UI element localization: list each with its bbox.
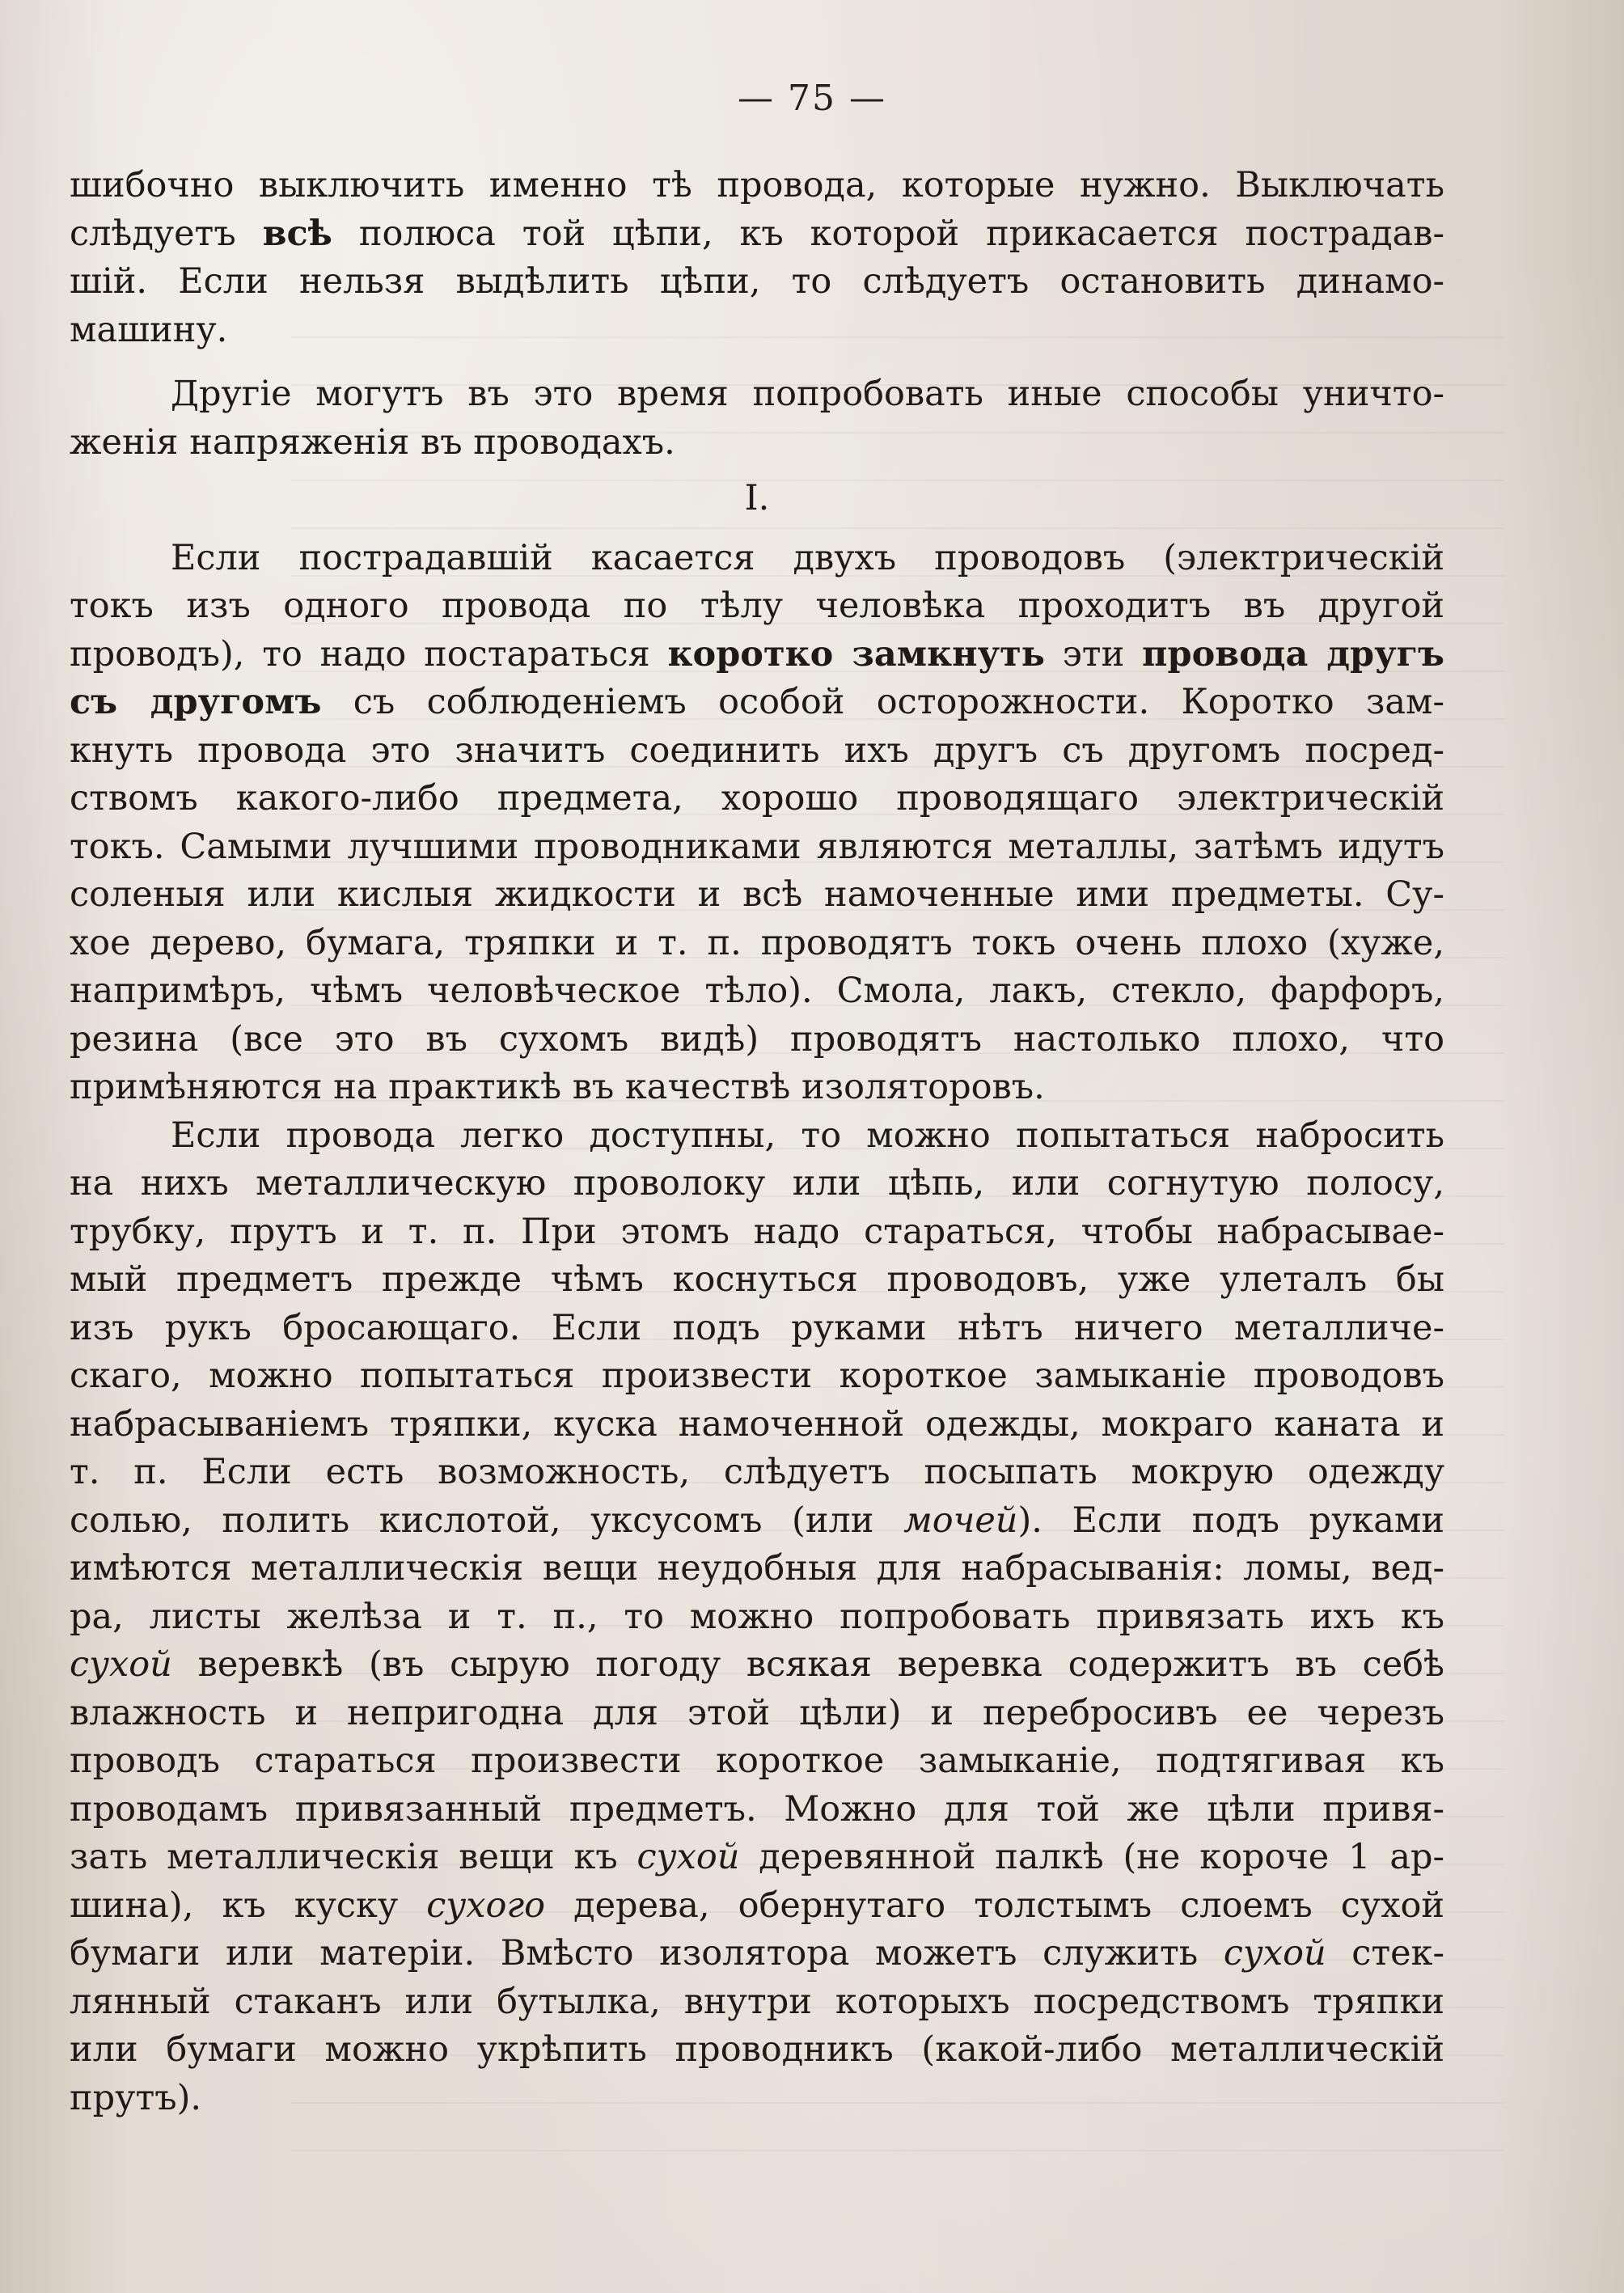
text-segment: скаго, можно попытаться произвести короткое замыканіе проводовъ: [70, 1356, 1444, 1396]
text-line: [70, 2026, 1444, 2075]
text-segment: трубку, прутъ и т. п. При этомъ надо стараться, чтобы набрасывае-: [70, 1211, 1444, 1252]
text-segment: токъ. Самыми лучшими проводниками являются металлы, затѣмъ идутъ: [70, 826, 1444, 867]
text-segment: полюса той цѣпи, къ которой прикасается пострадав-: [332, 213, 1444, 254]
text-segment: кнуть провода это значитъ соединить ихъ другъ съ другомъ посред-: [70, 730, 1444, 771]
text-line: [70, 535, 1444, 583]
text-line: [70, 1352, 1444, 1401]
text-segment: дерева, обернутаго толстымъ слоемъ сухой: [545, 1885, 1444, 1926]
text-segment: солью, полить кислотой, уксусомъ (или: [70, 1500, 904, 1541]
text-segment: проводъ), то надо постараться: [70, 633, 668, 675]
bold-phrase: съ другомъ: [70, 682, 322, 722]
text-line: [70, 1449, 1444, 1497]
text-segment: т. п. Если есть возможность, слѣдуетъ посыпать мокрую одежду: [70, 1452, 1444, 1492]
text-line: [70, 679, 1444, 727]
text-segment: резина (все это въ сухомъ видѣ) проводятъ настолько плохо, что: [70, 1018, 1444, 1060]
text-segment: изъ рукъ бросающаго. Если подъ руками нѣтъ ничего металличе-: [70, 1307, 1444, 1348]
text-segment: Если провода легко доступны, то можно попытаться набросить: [171, 1115, 1444, 1156]
text-line: [70, 1978, 1444, 2027]
text-line: [70, 1305, 1444, 1353]
text-segment: лянный стаканъ или бутылка, внутри которыхъ посредствомъ тряпки: [70, 1981, 1444, 2022]
text-segment: напримѣръ, чѣмъ человѣческое тѣло). Смола, лакъ, стекло, фарфоръ,: [70, 971, 1444, 1011]
text-segment: влажность и непригодна для этой цѣли) и перебросивъ ее черезъ: [70, 1692, 1444, 1733]
text-line: [70, 1786, 1444, 1834]
text-segment: шій. Если нельзя выдѣлить цѣпи, то слѣдуетъ остановить динамо-: [70, 261, 1444, 302]
text-segment: слѣдуетъ: [70, 213, 263, 254]
text-segment: съ соблюденіемъ особой осторожности. Коротко зам-: [321, 682, 1444, 722]
text-segment: зать металлическія вещи къ: [70, 1837, 637, 1877]
text-segment: примѣняются на практикѣ въ качествѣ изоляторовъ.: [70, 1067, 1045, 1107]
text-line: [70, 1016, 1444, 1064]
paragraph-gap: [70, 354, 1444, 370]
text-segment: ). Если подъ руками: [1017, 1500, 1444, 1541]
text-segment: стек-: [1326, 1933, 1444, 1974]
text-line: [70, 1690, 1444, 1738]
text-line: [70, 1256, 1444, 1305]
text-line: [70, 162, 1444, 210]
text-line: [70, 631, 1444, 679]
text-segment: проводъ стараться произвести короткое замыканіе, подтягивая къ: [70, 1741, 1444, 1781]
text-line: [70, 1641, 1444, 1690]
text-segment: женія напряженія въ проводахъ.: [70, 421, 675, 463]
text-line: [70, 419, 1444, 467]
text-line: [70, 258, 1444, 307]
text-segment: шина), къ куску: [70, 1885, 427, 1926]
text-segment: проводамъ привязанный предметъ. Можно для той же цѣли привя-: [70, 1788, 1444, 1830]
text-line: [70, 370, 1444, 419]
bold-phrase: провода другъ: [1142, 633, 1444, 675]
text-segment: или бумаги можно укрѣпить проводникъ (какой-либо металлическій: [70, 2029, 1444, 2070]
italic-phrase: сухой: [636, 1837, 740, 1877]
text-line: [70, 920, 1444, 968]
text-segment: мый предметъ прежде чѣмъ коснуться проводовъ, уже улеталъ бы: [70, 1259, 1444, 1300]
text-segment: деревянной палкѣ (не короче 1 ар-: [739, 1837, 1445, 1877]
text-line: [70, 1112, 1444, 1161]
bold-phrase: коротко замкнуть: [667, 633, 1045, 675]
section-heading: I.: [744, 478, 770, 518]
text-line: [70, 582, 1444, 631]
italic-phrase: сухого: [426, 1885, 546, 1926]
bold-phrase: всѣ: [262, 213, 332, 254]
text-segment: прутъ).: [70, 2077, 202, 2118]
italic-phrase: сухой: [70, 1644, 172, 1685]
text-segment: на нихъ металлическую проволоку или цѣпь, или согнутую полосу,: [70, 1163, 1444, 1204]
text-line: [70, 727, 1444, 776]
text-line: [70, 1401, 1444, 1449]
text-line: [70, 775, 1444, 823]
text-segment: токъ изъ одного провода по тѣлу человѣка проходитъ въ другой: [70, 586, 1444, 626]
text-line: [70, 2075, 1444, 2123]
text-line: [70, 1737, 1444, 1786]
text-line: [70, 1930, 1444, 1978]
text-segment: эти: [1044, 633, 1143, 675]
text-line: [70, 1064, 1444, 1112]
text-line: [70, 823, 1444, 872]
text-line: [70, 1882, 1444, 1931]
text-segment: шибочно выключить именно тѣ провода, которые нужно. Выключать: [70, 165, 1444, 205]
text-line: [70, 210, 1444, 259]
text-line: [70, 967, 1444, 1016]
text-segment: бумаги или матеріи. Вмѣсто изолятора можетъ служить: [70, 1933, 1224, 1974]
text-segment: соленыя или кислыя жидкости и всѣ намоченные ими предметы. Су-: [70, 874, 1444, 915]
text-line: [70, 1834, 1444, 1882]
text-segment: набрасываніемъ тряпки, куска намоченной одежды, мокраго каната и: [70, 1403, 1444, 1445]
text-segment: имѣются металлическія вещи неудобныя для набрасыванія: ломы, вед-: [70, 1548, 1444, 1589]
text-line: [70, 871, 1444, 920]
text-segment: ра, листы желѣза и т. п., то можно попробовать привязать ихъ къ: [70, 1596, 1444, 1637]
body-text: [70, 162, 1444, 2122]
italic-phrase: сухой: [1223, 1933, 1326, 1974]
text-line: [70, 1160, 1444, 1208]
text-segment: хое дерево, бумага, тряпки и т. п. проводятъ токъ очень плохо (хуже,: [70, 922, 1444, 963]
text-segment: Другіе могутъ въ это время попробовать иные способы уничто-: [171, 374, 1444, 414]
text-segment: ствомъ какого-либо предмета, хорошо проводящаго электрическій: [70, 778, 1444, 819]
page-number: — 75 —: [738, 78, 886, 119]
text-line: [70, 307, 1444, 355]
italic-phrase: мочей: [903, 1500, 1018, 1541]
text-line: [70, 1545, 1444, 1593]
text-segment: машину.: [70, 309, 228, 350]
text-segment: веревкѣ (въ сырую погоду всякая веревка содержитъ въ себѣ: [171, 1644, 1444, 1685]
text-line: [70, 1497, 1444, 1546]
text-segment: Если пострадавшій касается двухъ проводовъ (электрическій: [171, 537, 1444, 578]
text-line: [70, 1593, 1444, 1642]
text-line: [70, 1208, 1444, 1257]
